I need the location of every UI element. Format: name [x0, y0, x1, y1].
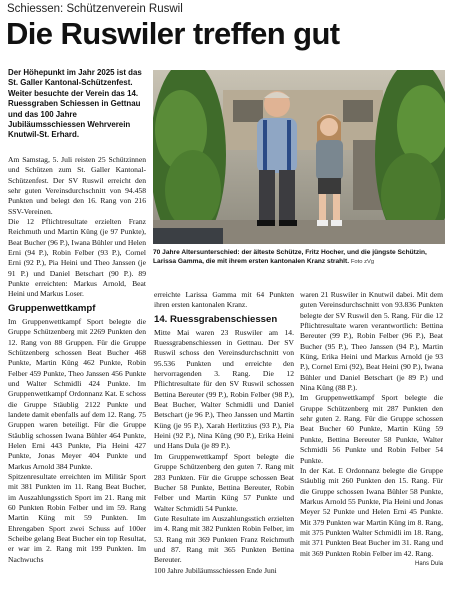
- photo-credit: Foto zVg: [350, 258, 375, 265]
- paragraph: In der Kat. E Ordonnanz belegte die Gruppe Stäublig mit 260 Punkten den 15. Rang. Für die Gruppe schossen Iwana Bühler 58 Punkte, Markus Arnold 55 Punkte, Pia Heini und Jonas Meyer 52 Punkte und Helen Erni 45 Punkte. Mit 379 Punkten war Martin Küng im 8. Rang, mit 375 Punkten Walter Schmidli im 18. Rang, mit 371 Punkten Beat Bucher im 31. Rang und mit 369 Punkten Robin Felber im 42. Rang.: [300, 465, 444, 558]
- headline: Die Ruswiler treffen gut: [6, 16, 340, 51]
- article-column-1: [8, 155, 146, 565]
- article-column-3: [300, 290, 443, 569]
- article-photo: [153, 70, 445, 244]
- photo-caption: [153, 249, 445, 266]
- paragraph: waren 21 Ruswiler in Knutwil dabei. Mit dem guten Vereinsdurchschnitt von 93.836 Punkten belegte der SV Ruswil den 5. Rang. Für die 12 Pflichtresultate waren verantwortlich: Bettina Bereuter (99 P.), Robin Felber (96 P.), Beat Bucher (95 P.), Theo Janssen (94 P.), Martin Küng, Erika Heini und Markus Arnold (je 93 P.), Cornel Erni (92), Beat Heini (90 P.), Iwana Bühler und Daniel Betschart (je 89 P.) und Nina Küng (88 P.).: [300, 290, 443, 393]
- paragraph: Im Gruppenwettkampf Sport belegte die Gruppe Schützenberg mit 2269 Punkten den 12. Rang von 88 Gruppen. Für die Gruppe Schützenberg schossen Beat Bucher 468 Punkte, Martin Küng 462 Punkte, Robin Felber 459 Punkte, Theo Janssen 456 Punkte und Walter Schmidli 424 Punkte. Im Gruppenwettkampf Ordonnanz Kat. E schoss die Gruppe Stäublig 2122 Punkte und landete damit ebenfalls auf dem 12. Rang. 75 Gruppen waren beteiligt. Für die Gruppe Stäublig schossen Iwana Bühler 464 Punkte, Helen Erni 443 Punkte, Pia Heini 427 Punkte, Jonas Meyer 404 Punkte und Markus Arnold 384 Punkte.: [8, 316, 146, 471]
- paragraph: Die 12 Pflichtresultate erzielten Franz Reichmuth und Martin Küng (je 97 Punkte), Beat Bucher (96 P.), Iwana Bühler und Helen Erni (94 P.), Robin Felber (93 P.), Cornel Erni (92 P.), Pia Heini und Theo Janssen (je 91 P.) und Daniel Betschart (90 P.). 89 Punkte erreichten: Markus Arnold, Beat Heini und Markus Loser.: [8, 217, 146, 299]
- paragraph: Mitte Mai waren 23 Ruswiler am 14. Ruessgrabenschiessen in Gettnau. Der SV Ruswil schoss den Vereinsdurchschnitt von 95.536 Punkten und erreichte den hervorragenden 3. Rang. Die 12 Pflichtresultate für den SV Ruswil schossen Bettina Bereuter (99 P.), Robin Felber (98 P.), Beat Bucher, Walter Schmidli und Daniel Betschart (je 96 P.), Theo Janssen und Martin Küng (je 95 P.), Xarah Herlitzius (93 P.), Pia Heini (92 P.), Nina Küng (90 P.), Erika Heini und Hans Dula (je 89 P.).: [154, 327, 294, 451]
- paragraph: erreichte Larissa Gamma mit 64 Punkten ihren ersten kantonalen Kranz.: [154, 290, 294, 310]
- lead-paragraph: Der Höhepunkt im Jahr 2025 ist das St. Galler Kantonal-Schützenfest. Weiter besuchte der Verein das 14. Ruessgraben Schiessen in Gettnau und das 100 Jahre Jubiläumsschiessen Wehrverein Knutwil-St. Erhard.: [8, 68, 142, 140]
- caption-text: 70 Jahre Altersunterschied: der älteste Schütze, Fritz Hocher, und die jüngste Schützin, Larissa Gamma, die mit ihrem ersten kantonalen Kranz strahlt.: [153, 249, 427, 265]
- paragraph: Im Gruppenwettkampf Sport belegte die Gruppe Schützenberg den guten 7. Rang mit 283 Punkten. Für die Gruppe schossen Beat Bucher 58 Punkte, Bettina Bereuter, Robin Felber und Martin Küng 57 Punkte und Walter Schmidli 54 Punkte.: [154, 451, 294, 513]
- subheading-gruppenwettkampf: Gruppenwettkampf: [8, 302, 96, 314]
- subheading-ruessgraben: 14. Ruessgrabenschiessen: [154, 313, 278, 325]
- article-column-2: [154, 290, 294, 576]
- paragraph: Spitzenresultate erreichten im Militär Sport mit 381 Punkten im 11. Rang Beat Bucher, im Auszahlungsstich Sport im 21. Rang mit 60 Punkten Robin Felber und im 59. Rang Martin Küng mit 59 Punkten. Im Ehrengaben Sport zwei Schuss auf 100er Scheibe gelang Beat Bucher ein top Resultat, er war im 2. Rang mit 199 Punkten. Im Nachwuchs: [8, 471, 146, 564]
- paragraph: Am Samstag, 5. Juli reisten 25 Schützinnen und Schützen zum St. Galler Kantonal-Schützenfest. Der SV Ruswil erreicht den sehr guten Vereinsdurchschnitt von 94.458 Punkten und belegt den 16. Rang von 216 SSV-Vereinen.: [8, 155, 146, 216]
- rubric: Schiessen: Schützenverein Ruswil: [7, 3, 183, 15]
- paragraph: 100 Jahre Jubiläumsschiessen Ende Juni: [154, 565, 277, 575]
- author-byline: Hans Dula: [414, 560, 443, 567]
- paragraph: Im Gruppenwettkampf Sport belegte die Gruppe Schützenberg mit 287 Punkten den sehr guten 2. Rang. Für die Gruppe schossen Beat Bucher 60 Punkte, Martin Küng 59 Punkte, Bettina Bereuter 58 Punkte, Walter Schmidli 56 Punkte und Robin Felber 54 Punkte.: [300, 393, 443, 465]
- paragraph: Gute Resultate im Auszahlungsstich erzielten im 4. Rang mit 382 Punkten Robin Felber, im 53. Rang mit 369 Punkten Franz Reichmuth und 87. Rang mit 365 Punkten Bettina Bereuter.: [154, 513, 294, 565]
- photo-illustration: [153, 70, 445, 244]
